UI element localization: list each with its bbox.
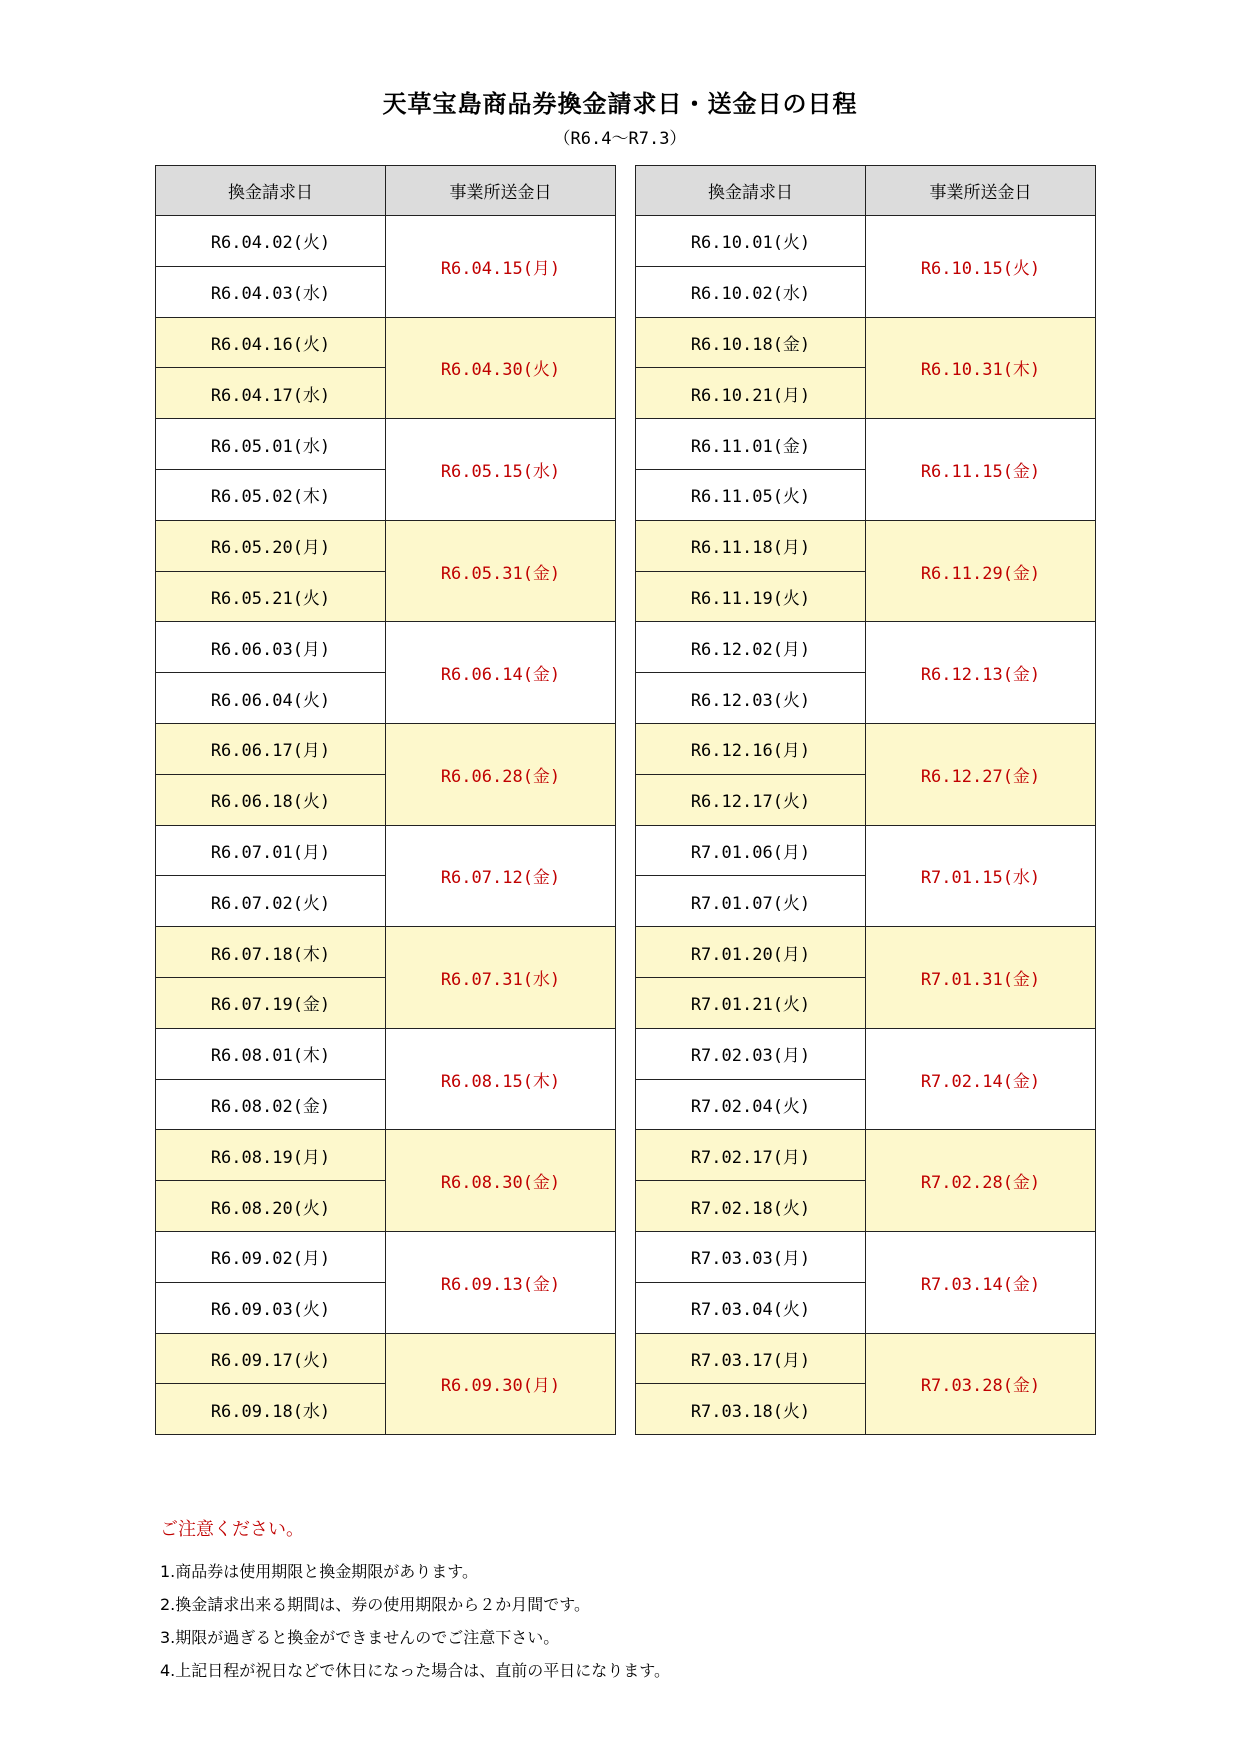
request-date-cell: R6.10.01(火) [636, 216, 866, 267]
send-date-cell: R6.07.12(金) [386, 825, 616, 927]
request-date-cell: R7.01.20(月) [636, 927, 866, 978]
request-date-cell: R6.07.02(火) [156, 876, 386, 927]
request-date-cell: R6.08.19(月) [156, 1130, 386, 1181]
request-date-cell: R6.04.03(水) [156, 266, 386, 317]
send-date-cell: R6.09.13(金) [386, 1231, 616, 1333]
request-date-cell: R6.11.05(火) [636, 469, 866, 520]
table-row [156, 1028, 616, 1079]
page-subtitle: （R6.4～R7.3） [553, 129, 687, 149]
note-item: 3.期限が過ぎると換金ができませんのでご注意下さい。 [160, 1628, 560, 1647]
send-date-cell: R6.12.13(金) [866, 622, 1096, 724]
send-date-cell: R6.04.30(火) [386, 317, 616, 419]
table-row [636, 1231, 1096, 1282]
request-date-cell: R7.03.18(火) [636, 1384, 866, 1435]
request-date-cell: R6.05.01(水) [156, 419, 386, 470]
request-date-cell: R6.12.02(月) [636, 622, 866, 673]
table-row [636, 1028, 1096, 1079]
request-date-cell: R6.04.16(火) [156, 317, 386, 368]
table-row [156, 419, 616, 470]
table-row [156, 1130, 616, 1181]
request-date-cell: R6.11.01(金) [636, 419, 866, 470]
request-date-cell: R6.04.02(火) [156, 216, 386, 267]
request-date-cell: R7.01.21(火) [636, 977, 866, 1028]
request-date-cell: R6.09.17(火) [156, 1333, 386, 1384]
table-row [636, 1333, 1096, 1384]
table-row [156, 1333, 616, 1384]
send-date-cell: R6.08.30(金) [386, 1130, 616, 1232]
table-row [156, 520, 616, 571]
request-date-cell: R6.12.16(月) [636, 723, 866, 774]
header-send-date: 事業所送金日 [866, 166, 1096, 216]
request-date-cell: R6.07.19(金) [156, 977, 386, 1028]
send-date-cell: R6.05.31(金) [386, 520, 616, 622]
note-item: 2.換金請求出来る期間は、券の使用期限から２か月間です。 [160, 1595, 590, 1614]
send-date-cell: R6.12.27(金) [866, 723, 1096, 825]
send-date-cell: R6.04.15(月) [386, 216, 616, 318]
send-date-cell: R6.10.31(木) [866, 317, 1096, 419]
schedule-table-left [155, 165, 616, 1435]
table-row [156, 216, 616, 267]
page-title: 天草宝島商品券換金請求日・送金日の日程 [382, 90, 858, 118]
notes-list [160, 1555, 670, 1687]
request-date-cell: R6.10.02(水) [636, 266, 866, 317]
table-row [636, 927, 1096, 978]
request-date-cell: R6.06.04(火) [156, 673, 386, 724]
request-date-cell: R7.01.07(火) [636, 876, 866, 927]
table-row [636, 216, 1096, 267]
table-row [636, 419, 1096, 470]
request-date-cell: R6.11.19(火) [636, 571, 866, 622]
header-request-date: 換金請求日 [636, 166, 866, 216]
table-row [636, 825, 1096, 876]
request-date-cell: R6.09.02(月) [156, 1231, 386, 1282]
send-date-cell: R7.03.14(金) [866, 1231, 1096, 1333]
request-date-cell: R6.09.18(水) [156, 1384, 386, 1435]
table-row [156, 622, 616, 673]
request-date-cell: R7.03.04(火) [636, 1282, 866, 1333]
schedule-table-right [635, 165, 1096, 1435]
request-date-cell: R6.07.18(木) [156, 927, 386, 978]
request-date-cell: R6.12.17(火) [636, 774, 866, 825]
note-item: 1.商品券は使用期限と換金期限があります。 [160, 1562, 478, 1581]
request-date-cell: R7.03.17(月) [636, 1333, 866, 1384]
request-date-cell: R6.08.02(金) [156, 1079, 386, 1130]
send-date-cell: R7.01.15(水) [866, 825, 1096, 927]
send-date-cell: R6.09.30(月) [386, 1333, 616, 1435]
request-date-cell: R6.05.02(木) [156, 469, 386, 520]
request-date-cell: R6.10.21(月) [636, 368, 866, 419]
table-row [156, 1231, 616, 1282]
table-row [636, 723, 1096, 774]
request-date-cell: R7.02.17(月) [636, 1130, 866, 1181]
request-date-cell: R6.06.17(月) [156, 723, 386, 774]
request-date-cell: R6.06.18(火) [156, 774, 386, 825]
request-date-cell: R6.07.01(月) [156, 825, 386, 876]
table-row [636, 317, 1096, 368]
notice-heading: ご注意ください。 [160, 1519, 304, 1540]
request-date-cell: R6.08.01(木) [156, 1028, 386, 1079]
request-date-cell: R6.04.17(水) [156, 368, 386, 419]
request-date-cell: R6.11.18(月) [636, 520, 866, 571]
table-row [156, 723, 616, 774]
send-date-cell: R6.11.29(金) [866, 520, 1096, 622]
send-date-cell: R7.01.31(金) [866, 927, 1096, 1029]
send-date-cell: R7.02.14(金) [866, 1028, 1096, 1130]
request-date-cell: R6.09.03(火) [156, 1282, 386, 1333]
request-date-cell: R6.12.03(火) [636, 673, 866, 724]
table-row [636, 520, 1096, 571]
send-date-cell: R6.11.15(金) [866, 419, 1096, 521]
send-date-cell: R7.03.28(金) [866, 1333, 1096, 1435]
request-date-cell: R6.08.20(火) [156, 1181, 386, 1232]
send-date-cell: R6.10.15(火) [866, 216, 1096, 318]
send-date-cell: R6.07.31(水) [386, 927, 616, 1029]
request-date-cell: R6.06.03(月) [156, 622, 386, 673]
send-date-cell: R6.05.15(水) [386, 419, 616, 521]
note-item: 4.上記日程が祝日などで休日になった場合は、直前の平日になります。 [160, 1661, 670, 1680]
request-date-cell: R7.02.18(火) [636, 1181, 866, 1232]
request-date-cell: R6.10.18(金) [636, 317, 866, 368]
request-date-cell: R6.05.21(火) [156, 571, 386, 622]
table-row [156, 927, 616, 978]
send-date-cell: R6.08.15(木) [386, 1028, 616, 1130]
send-date-cell: R7.02.28(金) [866, 1130, 1096, 1232]
send-date-cell: R6.06.28(金) [386, 723, 616, 825]
header-request-date: 換金請求日 [156, 166, 386, 216]
request-date-cell: R6.05.20(月) [156, 520, 386, 571]
request-date-cell: R7.02.03(月) [636, 1028, 866, 1079]
request-date-cell: R7.03.03(月) [636, 1231, 866, 1282]
table-row [636, 1130, 1096, 1181]
table-row [156, 825, 616, 876]
request-date-cell: R7.02.04(火) [636, 1079, 866, 1130]
table-row [156, 317, 616, 368]
table-row [636, 622, 1096, 673]
request-date-cell: R7.01.06(月) [636, 825, 866, 876]
send-date-cell: R6.06.14(金) [386, 622, 616, 724]
header-send-date: 事業所送金日 [386, 166, 616, 216]
